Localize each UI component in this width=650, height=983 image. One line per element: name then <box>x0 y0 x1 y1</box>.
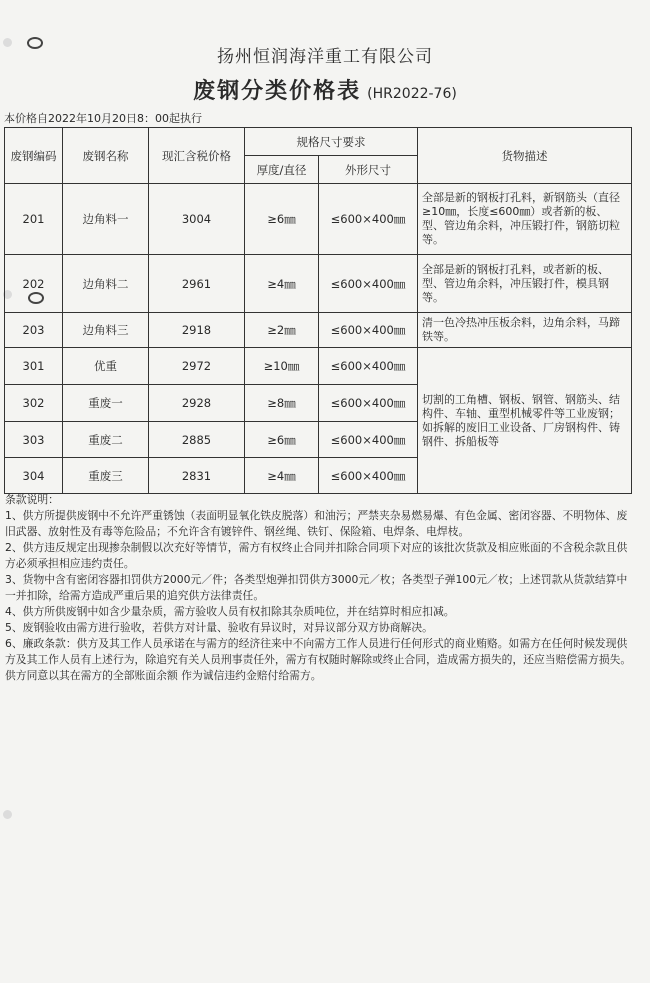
cell-size: ≤600×400㎜ <box>319 422 418 458</box>
cell-code: 301 <box>5 348 63 385</box>
cell-desc: 全部是新的钢板打孔料，新钢筋头（直径≥10㎜，长度≤600㎜）或者新的板、型、管边角余料，冲压锻打件，钢筋切粒等。 <box>418 184 632 255</box>
cell-code: 202 <box>5 255 63 313</box>
cell-code: 304 <box>5 458 63 494</box>
terms-item: 4、供方所供废钢中如含少量杂质，需方验收人员有权扣除其杂质吨位，并在结算时相应扣减。 <box>5 605 455 618</box>
cell-thickness: ≥8㎜ <box>245 385 319 422</box>
terms-section <box>5 492 633 684</box>
cell-thickness: ≥4㎜ <box>245 458 319 494</box>
cell-name: 边角料二 <box>63 255 149 313</box>
cell-code: 203 <box>5 313 63 348</box>
header-size: 外形尺寸 <box>319 156 418 184</box>
cell-name: 重废二 <box>63 422 149 458</box>
cell-price: 3004 <box>149 184 245 255</box>
table-row <box>5 255 632 313</box>
cell-size: ≤600×400㎜ <box>319 313 418 348</box>
cell-size: ≤600×400㎜ <box>319 184 418 255</box>
header-spec: 规格尺寸要求 <box>245 128 418 156</box>
cell-thickness: ≥2㎜ <box>245 313 319 348</box>
title-row <box>0 74 650 105</box>
cell-price: 2918 <box>149 313 245 348</box>
table-row <box>5 348 632 385</box>
terms-item: 3、货物中含有密闭容器扣罚供方2000元／件；各类型炮弹扣罚供方3000元／枚；各类型子弹100元／枚；上述罚款从货款结算中一并扣除，给需方造成严重后果的追究供方法律责任。 <box>5 573 628 602</box>
cell-price: 2831 <box>149 458 245 494</box>
cell-desc: 全部是新的钢板打孔料，或者新的板、型、管边角余料，冲压锻打件，模具钢等。 <box>418 255 632 313</box>
cell-code: 201 <box>5 184 63 255</box>
cell-price: 2972 <box>149 348 245 385</box>
cell-name: 边角料三 <box>63 313 149 348</box>
doc-code: (HR2022-76) <box>367 86 457 102</box>
terms-heading: 条款说明： <box>5 493 59 506</box>
cell-thickness: ≥10㎜ <box>245 348 319 385</box>
page-title: 废钢分类价格表 <box>193 79 362 104</box>
binder-hole-icon <box>3 810 12 819</box>
cell-desc: 切割的工角槽、钢板、钢管、钢筋头、结构件、车轴、重型机械零件等工业废钢；如拆解的废旧工业设备、厂房钢构件、铸钢件、拆船板等 <box>418 348 632 494</box>
header-price: 现汇含税价格 <box>149 128 245 184</box>
cell-size: ≤600×400㎜ <box>319 348 418 385</box>
terms-item: 5、废钢验收由需方进行验收，若供方对计量、验收有异议时，对异议部分双方协商解决。 <box>5 621 433 634</box>
cell-price: 2885 <box>149 422 245 458</box>
cell-thickness: ≥4㎜ <box>245 255 319 313</box>
table-row <box>5 313 632 348</box>
cell-code: 303 <box>5 422 63 458</box>
cell-thickness: ≥6㎜ <box>245 422 319 458</box>
effective-date: 本价格自2022年10月20日8：00起执行 <box>4 112 202 125</box>
cell-desc: 清一色冷热冲压板余料，边角余料，马蹄铁等。 <box>418 313 632 348</box>
cell-price: 2928 <box>149 385 245 422</box>
cell-size: ≤600×400㎜ <box>319 458 418 494</box>
cell-thickness: ≥6㎜ <box>245 184 319 255</box>
terms-item: 6、廉政条款：供方及其工作人员承诺在与需方的经济往来中不向需方工作人员进行任何形式的商业贿赂。如需方在任何时候发现供方及其工作人员有上述行为，除追究有关人员刑事责任外，需方有权随时解除或终止合同，造成需方损失的，还应当赔偿需方损失。供方同意以其在需方的全部账面余额 作为诚信违约金赔付给需方。 <box>5 637 632 682</box>
header-name: 废钢名称 <box>63 128 149 184</box>
company-name: 扬州恒润海洋重工有限公司 <box>217 47 433 67</box>
cell-price: 2961 <box>149 255 245 313</box>
price-table <box>4 127 632 494</box>
cell-size: ≤600×400㎜ <box>319 385 418 422</box>
header-thickness: 厚度/直径 <box>245 156 319 184</box>
table-row <box>5 184 632 255</box>
terms-item: 1、供方所提供废钢中不允许严重锈蚀（表面明显氧化铁皮脱落）和油污；严禁夹杂易燃易爆、有色金属、密闭容器、不明物体、废旧武器、放射性及有毒等危险品；不允许含有镀锌件、钢丝绳、铁钉、保险箱、电焊条、电焊枝。 <box>5 509 628 538</box>
header-code: 废钢编码 <box>5 128 63 184</box>
cell-name: 重废三 <box>63 458 149 494</box>
terms-item: 2、供方违反规定出现掺杂制假以次充好等情节，需方有权终止合同并扣除合同项下对应的该批次货款及相应账面的不含税余款且供方必须承担相应违约责任。 <box>5 541 628 570</box>
cell-name: 重废一 <box>63 385 149 422</box>
cell-size: ≤600×400㎜ <box>319 255 418 313</box>
cell-code: 302 <box>5 385 63 422</box>
cell-name: 边角料一 <box>63 184 149 255</box>
header-desc: 货物描述 <box>418 128 632 184</box>
cell-name: 优重 <box>63 348 149 385</box>
